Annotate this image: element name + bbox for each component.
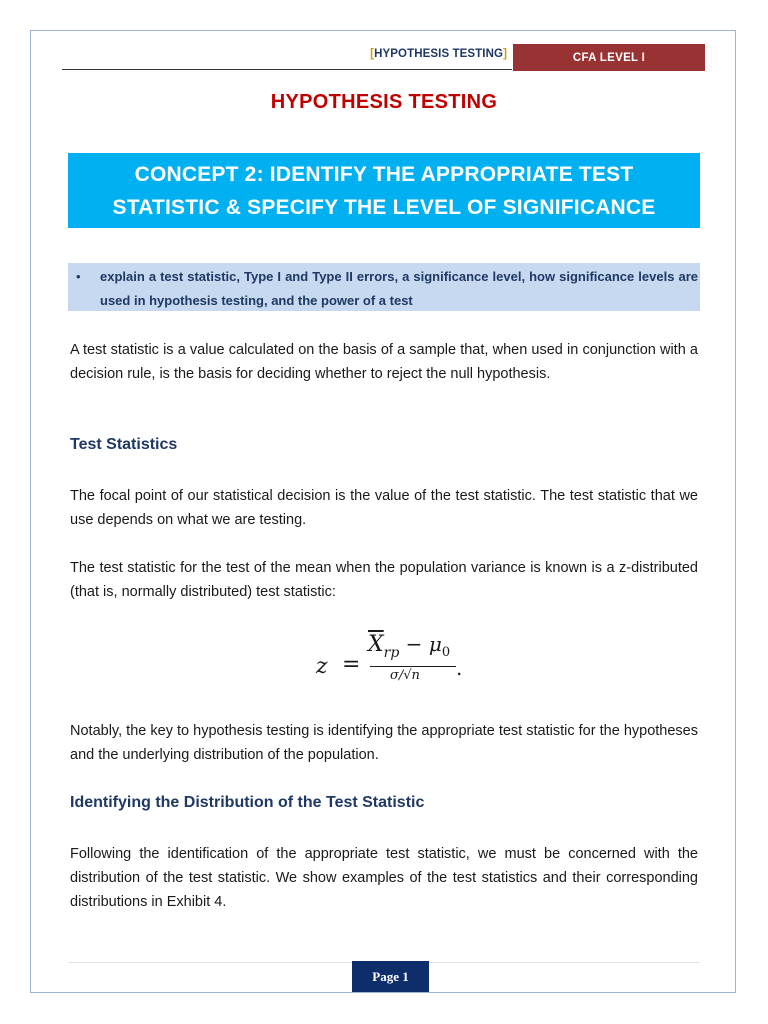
learning-outcome-text: explain a test statistic, Type I and Type II errors, a significance level, how significance levels are used in hypothesis testing, and the power of a test — [100, 269, 698, 308]
header-level-badge: CFA LEVEL I — [513, 44, 705, 71]
page-title: HYPOTHESIS TESTING — [270, 91, 498, 113]
learning-outcome-box — [68, 263, 700, 311]
paragraph-z-statistic: The test statistic for the test of the mean when the population variance is known is a z-distributed (that is, normally distributed) test statistic: — [70, 560, 698, 600]
header-rule — [62, 69, 512, 70]
z-formula — [300, 630, 500, 700]
bullet-icon: • — [76, 269, 81, 284]
formula-lhs: z — [316, 654, 328, 679]
paragraph-focal-point: The focal point of our statistical decision is the value of the test statistic. The test statistic that we use depends on what we are testing. — [70, 488, 698, 528]
paragraph-key-note: Notably, the key to hypothesis testing is identifying the appropriate test statistic for the hypotheses and the underlying distribution of the population. — [70, 723, 698, 763]
paragraph-definition: A test statistic is a value calculated on the basis of a sample that, when used in conjunction with a decision rule, is the basis for deciding whether to reject the null hypothesis. — [70, 342, 698, 382]
formula-equals: = — [342, 652, 361, 677]
subheading-test-statistics: Test Statistics — [70, 436, 178, 453]
formula-denominator: σ/√n — [390, 668, 420, 683]
header-section-label: HYPOTHESIS TESTING — [374, 48, 504, 60]
formula-fraction-bar — [370, 666, 456, 667]
running-header — [62, 44, 705, 71]
concept-title-line-2: STATISTIC & SPECIFY THE LEVEL OF SIGNIFICANCE — [112, 195, 656, 219]
header-section-title: [HYPOTHESIS TESTING] — [370, 48, 507, 60]
page-number-badge: Page 1 — [352, 961, 429, 992]
concept-title-line-1: CONCEPT 2: IDENTIFY THE APPROPRIATE TEST — [134, 162, 634, 186]
subheading-distribution: Identifying the Distribution of the Test Statistic — [70, 794, 425, 811]
paragraph-distribution: Following the identification of the appropriate test statistic, we must be concerned with the distribution of the test statistic. We show examples of the test statistics and their corresponding distributions in Exhibit 4. — [70, 846, 698, 910]
concept-banner — [68, 153, 700, 228]
formula-numerator: $\overline{X}_{rp} - \mu_0$ — [368, 632, 451, 661]
formula-period: . — [456, 656, 463, 680]
